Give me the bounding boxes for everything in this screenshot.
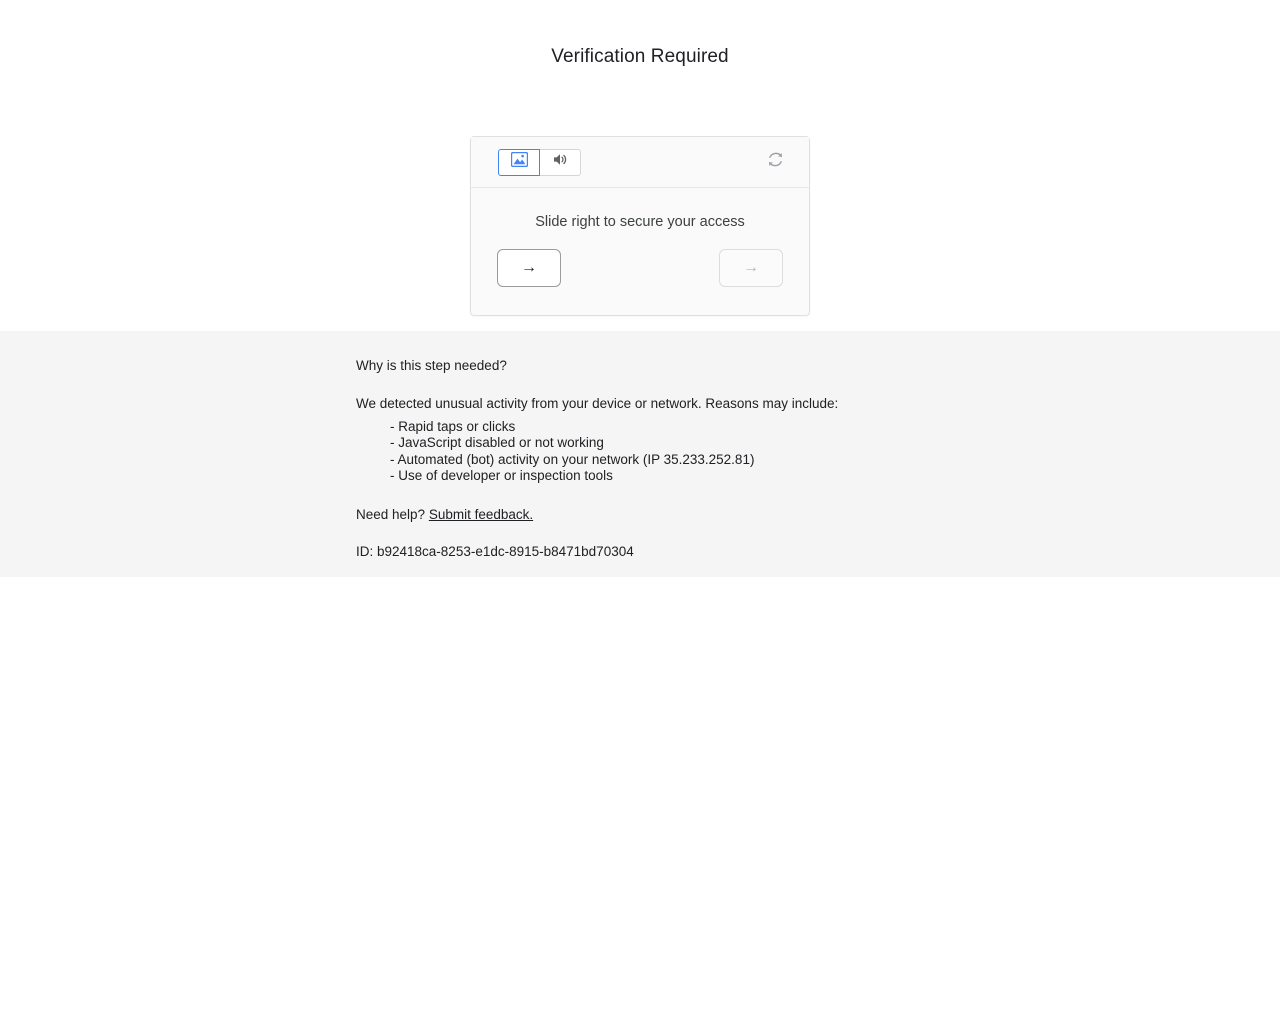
image-challenge-button[interactable] [498,149,540,176]
captcha-toolbar [471,137,809,188]
slider-prompt: Slide right to secure your access [535,214,745,230]
slider-target [719,249,783,287]
page-title: Verification Required [551,46,729,67]
info-question: Why is this step needed? [356,358,507,373]
arrow-right-icon: → [743,259,759,276]
speaker-icon [552,152,569,172]
slider-row [471,249,809,287]
list-item: - Use of developer or inspection tools [390,468,613,484]
info-panel [0,331,1280,577]
list-item: - Automated (bot) activity on your network (IP 35.233.252.81) [390,451,755,467]
challenge-mode-group [498,149,581,176]
slider-handle[interactable] [497,249,561,287]
audio-challenge-button[interactable] [539,149,581,176]
request-id: ID: b92418ca-8253-e1dc-8915-b8471bd70304 [356,544,634,560]
help-line [356,507,1116,523]
help-prefix: Need help? [356,506,429,522]
refresh-challenge-button[interactable] [763,150,787,174]
info-content [356,358,1116,561]
captcha-body [471,188,809,315]
slider-track[interactable] [497,249,783,287]
list-item: - Rapid taps or clicks [390,418,516,434]
submit-feedback-link[interactable]: Submit feedback. [428,506,534,522]
captcha-widget [470,136,810,316]
refresh-icon [766,150,785,174]
info-lead: We detected unusual activity from your device or network. Reasons may include: [356,396,839,412]
arrow-right-icon: → [521,259,537,276]
reason-list [356,419,1116,485]
list-item: - JavaScript disabled or not working [390,435,604,451]
image-icon [511,152,528,172]
